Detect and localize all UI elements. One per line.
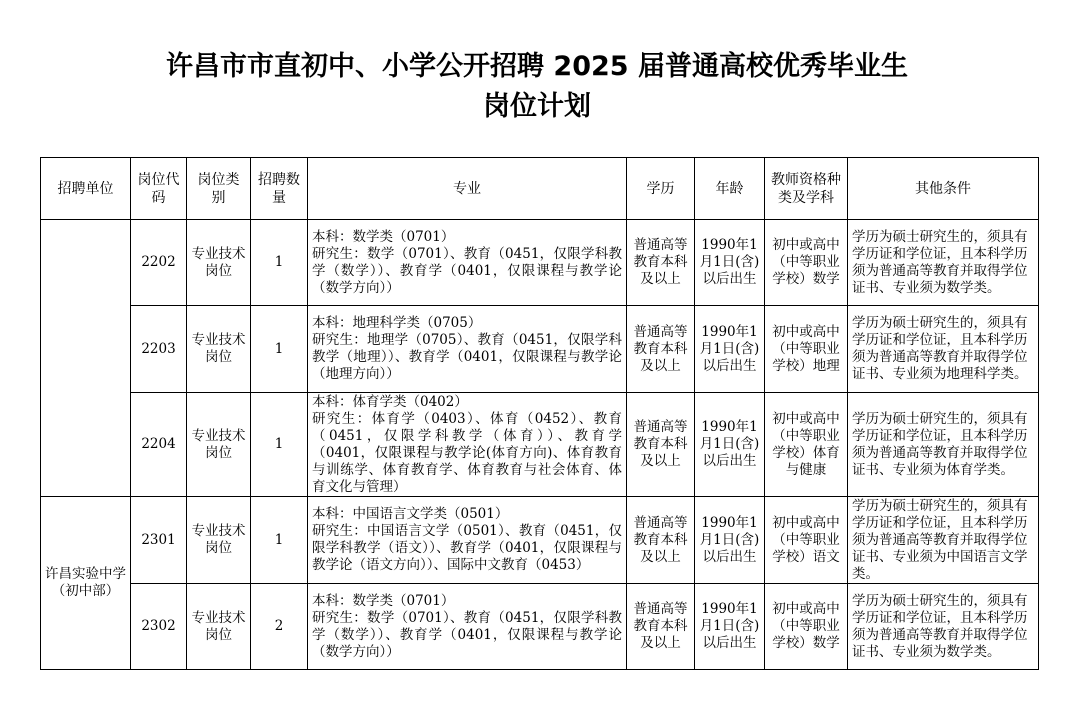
- age-cell: 1990年1月1日(含)以后出生: [695, 306, 765, 393]
- table-row: [41, 584, 1039, 670]
- major-cell: 本科：地理科学类（0705） 研究生：地理学（0705）、教育（0451，仅限学科教学（地理））、教育学（0401，仅限课程与教学论（地理方向））: [308, 306, 627, 393]
- other-cell: 学历为硕士研究生的，须具有学历证和学位证，且本科学历须为普通高等教育并取得学位证书、专业须为数学类。: [848, 584, 1039, 670]
- other-cell: 学历为硕士研究生的，须具有学历证和学位证，且本科学历须为普通高等教育并取得学位证书、专业须为中国语言文学类。: [848, 497, 1039, 584]
- count-cell: 1: [251, 306, 308, 393]
- table-row: [41, 220, 1039, 306]
- count-cell: 2: [251, 584, 308, 670]
- education-cell: 普通高等教育本科及以上: [627, 220, 695, 306]
- qualification-cell: 初中或高中（中等职业学校）语文: [765, 497, 848, 584]
- code-cell: 2301: [131, 497, 187, 584]
- header-major: 专业: [308, 158, 627, 220]
- qualification-cell: 初中或高中（中等职业学校）数学: [765, 584, 848, 670]
- unit-cell: 许昌实验中学（初中部）: [41, 497, 131, 670]
- header-education: 学历: [627, 158, 695, 220]
- age-cell: 1990年1月1日(含)以后出生: [695, 497, 765, 584]
- code-cell: 2202: [131, 220, 187, 306]
- education-cell: 普通高等教育本科及以上: [627, 306, 695, 393]
- other-cell: 学历为硕士研究生的，须具有学历证和学位证，且本科学历须为普通高等教育并取得学位证书、专业须为地理科学类。: [848, 306, 1039, 393]
- code-cell: 2203: [131, 306, 187, 393]
- qualification-cell: 初中或高中（中等职业学校）地理: [765, 306, 848, 393]
- table-header-row: [41, 158, 1039, 220]
- education-cell: 普通高等教育本科及以上: [627, 393, 695, 497]
- age-cell: 1990年1月1日(含)以后出生: [695, 393, 765, 497]
- header-code: 岗位代码: [131, 158, 187, 220]
- document-title: 许昌市市直初中、小学公开招聘 2025 届普通高校优秀毕业生: [166, 51, 908, 82]
- major-cell: 本科：数学类（0701） 研究生：数学（0701）、教育（0451，仅限学科教学（数学））、教育学（0401，仅限课程与教学论（数学方向））: [308, 584, 627, 670]
- education-cell: 普通高等教育本科及以上: [627, 584, 695, 670]
- recruitment-plan-table: [40, 157, 1039, 670]
- category-cell: 专业技术岗位: [187, 393, 251, 497]
- code-cell: 2302: [131, 584, 187, 670]
- major-cell: 本科：中国语言文学类（0501） 研究生：中国语言文学（0501）、教育（0451，仅限学科教学（语文））、教育学（0401，仅限课程与教学论（语文方向））、国际中文教育（0453）: [308, 497, 627, 584]
- count-cell: 1: [251, 497, 308, 584]
- other-cell: 学历为硕士研究生的，须具有学历证和学位证，且本科学历须为普通高等教育并取得学位证书、专业须为体育学类。: [848, 393, 1039, 497]
- major-cell: 本科：体育学类（0402） 研究生：体育学（0403）、体育（0452）、教育（0451，仅限学科教学（体育））、教育学（0401，仅限课程与教学论(体育方向)、体育教育与训练学、体育教育学、体育教育与社会体育、体育文化与管理）: [308, 393, 627, 497]
- header-qualification: 教师资格种类及学科: [765, 158, 848, 220]
- category-cell: 专业技术岗位: [187, 306, 251, 393]
- unit-cell-empty: [41, 220, 131, 497]
- count-cell: 1: [251, 220, 308, 306]
- education-cell: 普通高等教育本科及以上: [627, 497, 695, 584]
- document-subtitle: 岗位计划: [483, 91, 591, 122]
- category-cell: 专业技术岗位: [187, 584, 251, 670]
- qualification-cell: 初中或高中（中等职业学校）体育与健康: [765, 393, 848, 497]
- table-row: [41, 306, 1039, 393]
- header-unit: 招聘单位: [41, 158, 131, 220]
- code-cell: 2204: [131, 393, 187, 497]
- qualification-cell: 初中或高中（中等职业学校）数学: [765, 220, 848, 306]
- table-row: [41, 497, 1039, 584]
- other-cell: 学历为硕士研究生的，须具有学历证和学位证，且本科学历须为普通高等教育并取得学位证书、专业须为数学类。: [848, 220, 1039, 306]
- category-cell: 专业技术岗位: [187, 497, 251, 584]
- header-other: 其他条件: [848, 158, 1039, 220]
- header-category: 岗位类别: [187, 158, 251, 220]
- major-cell: 本科：数学类（0701） 研究生：数学（0701）、教育（0451，仅限学科教学（数学））、教育学（0401，仅限课程与教学论（数学方向））: [308, 220, 627, 306]
- category-cell: 专业技术岗位: [187, 220, 251, 306]
- header-count: 招聘数量: [251, 158, 308, 220]
- count-cell: 1: [251, 393, 308, 497]
- age-cell: 1990年1月1日(含)以后出生: [695, 584, 765, 670]
- header-age: 年龄: [695, 158, 765, 220]
- table-row: [41, 393, 1039, 497]
- age-cell: 1990年1月1日(含)以后出生: [695, 220, 765, 306]
